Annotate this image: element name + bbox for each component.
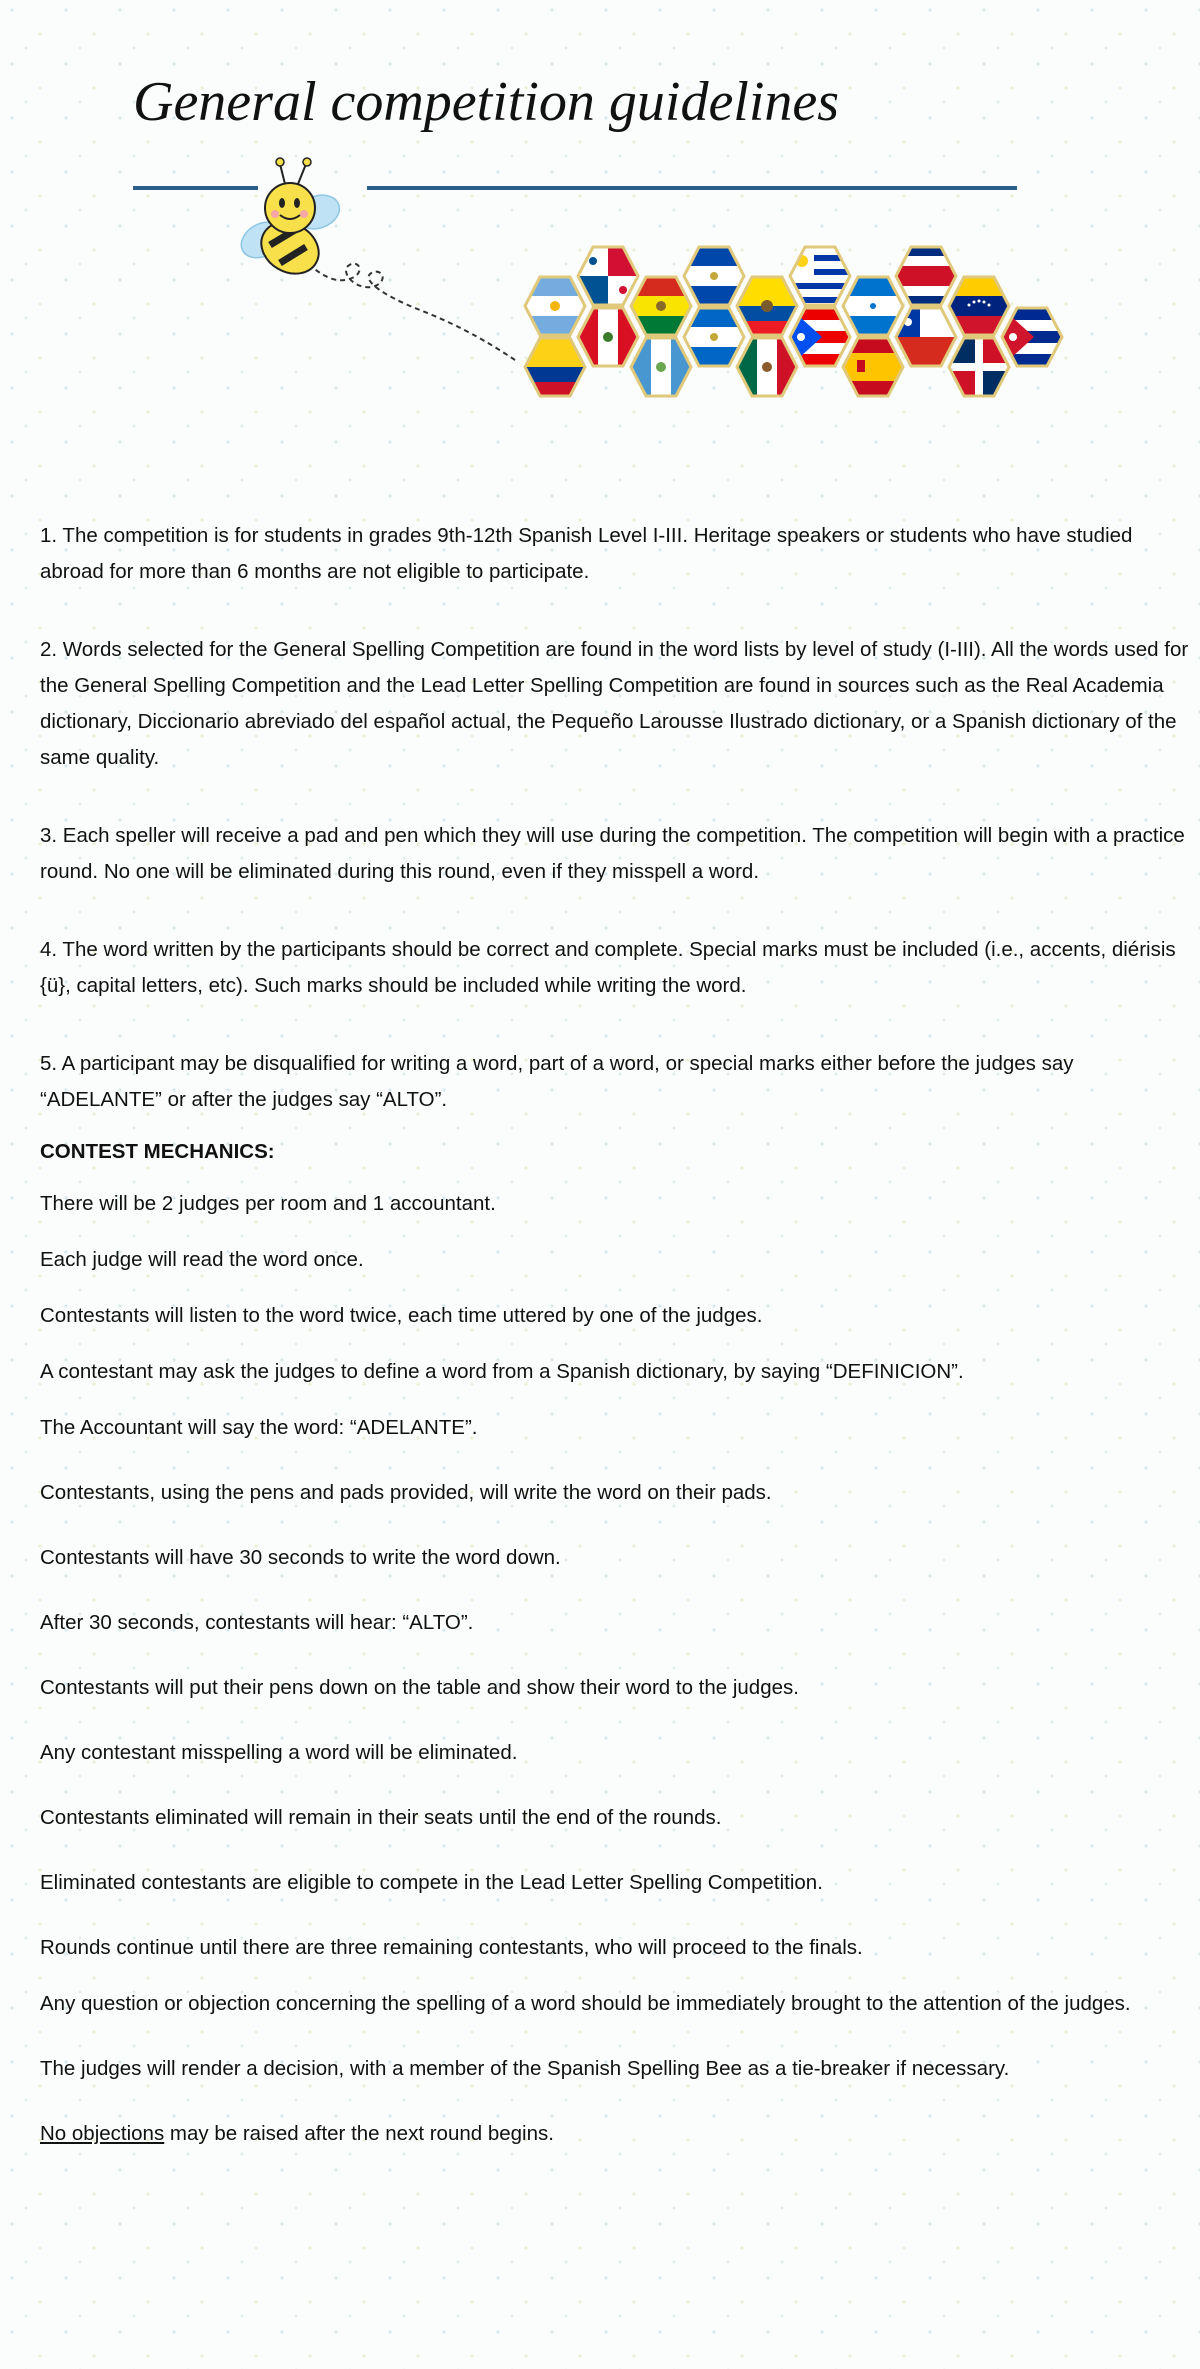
flag-peru [578,308,638,366]
flag-nicaragua [684,308,744,366]
page-title: General competition guidelines [133,71,840,133]
rule-4: 4. The word written by the participants should be correct and complete. Special marks must be included (i.e., accents, diérisis {ü}, capital letters, etc). Such marks should be included while writing the word. [40,938,1176,997]
rule-3: 3. Each speller will receive a pad and pen which they will use during the competition. The competition will begin with a practice round. No one will be eliminated during this round, even if they misspell a word. [40,824,1185,883]
bee-icon [240,150,530,380]
flag-chile [896,308,956,366]
mechanic-15: The judges will render a decision, with a member of the Spanish Spelling Bee as a tie-breaker if necessary. [40,2057,1010,2080]
flag-argentina [525,277,585,335]
no-objections-underlined: No objections [40,2122,165,2145]
flag-panama [578,247,638,305]
mechanic-14: Any question or objection concerning the spelling of a word should be immediately brought to the attention of the judges. [40,1992,1131,2015]
rule-1: 1. The competition is for students in grades 9th-12th Spanish Level I-III. Heritage speakers or students who have studied abroad for more than 6 months are not eligible to participate. [40,524,1133,583]
mechanic-11: Contestants eliminated will remain in their seats until the end of the rounds. [40,1806,722,1829]
flag-spain [843,338,903,396]
rule-2: 2. Words selected for the General Spelling Competition are found in the word lists by level of study (I-III). All the words used for the General Spelling Competition and the Lead Letter Spelling Competition are found in sources such as the Real Academia dictionary, Diccionario abreviado del español actual, the Pequeño Larousse Ilustrado dictionary, or a Spanish dictionary of the same quality. [40,638,1189,769]
mechanic-6: Contestants, using the pens and pads provided, will write the word on their pads. [40,1481,772,1504]
mechanic-10: Any contestant misspelling a word will be eliminated. [40,1741,518,1764]
flag-venezuela [949,277,1009,335]
flag-colombia [525,338,585,396]
flag-puerto-rico [790,308,850,366]
mechanic-5: The Accountant will say the word: “ADELANTE”. [40,1416,478,1439]
flag-costa-rica [896,247,956,305]
mechanic-7: Contestants will have 30 seconds to write the word down. [40,1546,561,1569]
mechanic-8: After 30 seconds, contestants will hear: “ALTO”. [40,1611,474,1634]
final-note [40,2116,1190,2152]
final-note-rest: may be raised after the next round begins. [164,2122,554,2145]
flag-ecuador [737,277,797,335]
flag-dominican-republic [949,338,1009,396]
mechanics-heading: CONTEST MECHANICS: [40,1140,275,1163]
flag-cuba [1002,308,1062,366]
flag-uruguay [790,247,850,305]
mechanic-9: Contestants will put their pens down on the table and show their word to the judges. [40,1676,799,1699]
mechanic-4: A contestant may ask the judges to define a word from a Spanish dictionary, by saying “DEFINICION”. [40,1360,964,1383]
mechanic-2: Each judge will read the word once. [40,1248,364,1271]
mechanic-3: Contestants will listen to the word twice, each time uttered by one of the judges. [40,1304,763,1327]
flag-honduras [843,277,903,335]
guidelines-body [40,518,1190,2172]
flag-el-salvador [684,247,744,305]
mechanic-1: There will be 2 judges per room and 1 accountant. [40,1192,496,1215]
mechanic-13: Rounds continue until there are three remaining contestants, who will proceed to the finals. [40,1936,863,1959]
flag-bolivia [631,277,691,335]
flag-hexagons [510,235,1110,410]
flag-guatemala [631,338,691,396]
mechanic-12: Eliminated contestants are eligible to compete in the Lead Letter Spelling Competition. [40,1871,823,1894]
flag-mexico [737,338,797,396]
rule-5: 5. A participant may be disqualified for writing a word, part of a word, or special marks either before the judges say “ADELANTE” or after the judges say “ALTO”. [40,1052,1074,1111]
